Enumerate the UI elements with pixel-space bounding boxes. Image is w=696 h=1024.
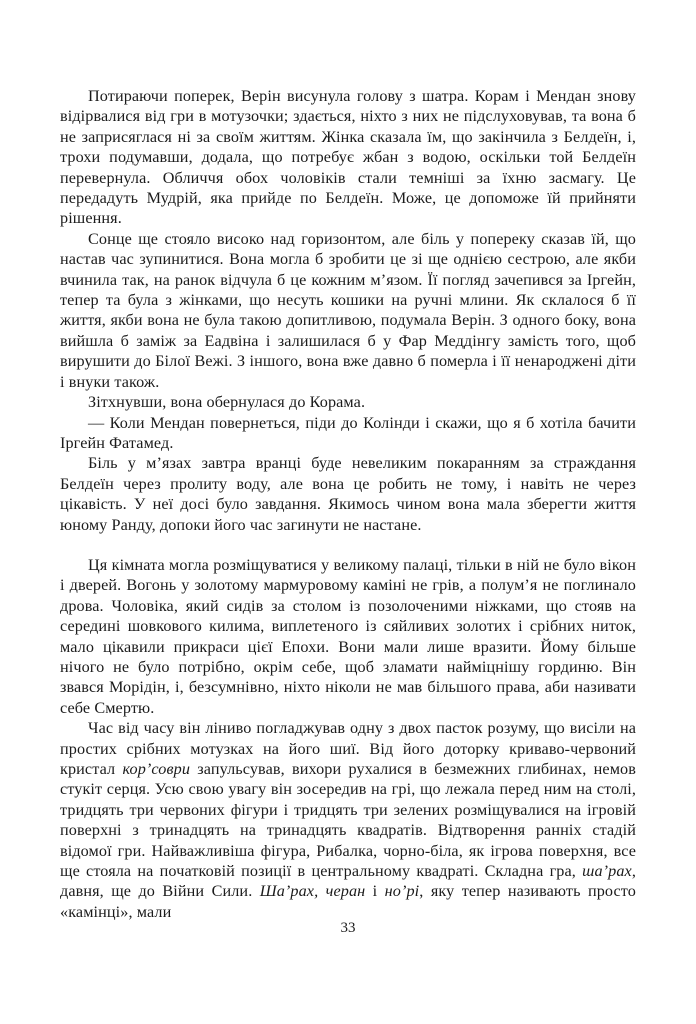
paragraph — [60, 392, 636, 412]
text-run: Час від часу він ліниво погладжував одну з двох пасток розуму, що висіли на простих срібних мотузках на його шиї. Від його доторку криваво-червоний кристал — [60, 719, 636, 778]
paragraph — [60, 86, 636, 229]
text-run: , яку тепер називають просто «камінці», мали — [60, 882, 636, 921]
paragraph — [60, 555, 636, 718]
text-run: , давня, ще до Війни Сили. — [60, 862, 636, 901]
text-run: Потираючи поперек, Верін висунула голову з шатра. Корам і Мендан знову відірвалися від гри в мотузочки; здається, ніхто з них не підслуховував, та вона б не заприсяглася ні за своїм життям. Жінка сказала їм, що закінчила з Белдеїн, і, трохи подумавши, додала, що потребує жбан з водою, оскільки той Белдеїн перевернула. Обличчя обох чоловіків стали темніші за їхню засмагу. Це передадуть Мудрій, яка прийде по Белдеїн. Може, це допоможе їй прийняти рішення. — [60, 87, 636, 228]
page-number: 33 — [340, 920, 356, 936]
text-run: — Коли Мендан повернеться, піди до Колінди і скажи, що я б хотіла бачити Іргейн Фатамед. — [60, 413, 636, 452]
text-run: і — [365, 882, 385, 901]
paragraph — [60, 453, 636, 535]
paragraph — [60, 229, 636, 392]
text-block — [60, 86, 636, 922]
italic-text-run: кор’соври — [122, 760, 191, 778]
text-run: Біль у м’язах завтра вранці буде невеликим покаранням за страждання Белдеїн через пролиту воду, але вона це робить не тому, і навіть не через цікавість. У неї досі було завдання. Якимось чином вона мала зберегти життя юному Ранду, допоки його час загинути не настане. — [60, 454, 636, 534]
paragraph — [60, 718, 636, 922]
italic-text-run: ша’рах — [582, 862, 632, 881]
text-run: Ця кімната могла розміщуватися у великому палаці, тільки в ній не було вікон і дверей. Вогонь у золотому мармуровому каміні не грів, а полум’я не поглинало дрова. Чоловіка, який сидів за столом із позолоченими ніжками, що стояв на середині шовкового килима, виплетеного із сяйливих золотих і срібних ниток, мало цікавили прикраси цієї Епохи. Вони мали лише вразити. Йому більше нічого не було потрібно, окрім себе, щоб зламати найміцнішу гординю. Він звався Морідін, і, безсумнівно, ніхто ніколи не мав більшого права, аби називати себе Смертю. — [60, 555, 636, 717]
text-run: запульсував, вихори рухалися в безмежних глибинах, немов стукіт серця. Усю свою увагу він зосередив на грі, що лежала перед ним на столі, тридцять три червоних фігури і тридцять три зелених розміщувалися на ігровій поверхні з тринадцять на тринадцять квадратів. Відтворення ранніх стадій відомої гри. Найважливіша фігура, Рибалка, чорно-біла, як ігрова поверхня, все ще стояла на початковій позиції в центральному квадраті. Складна гра, — [60, 760, 636, 881]
italic-text-run: Ша’рах, черан — [259, 882, 366, 901]
text-run: Зітхнувши, вона обернулася до Корама. — [88, 393, 366, 412]
paragraph — [60, 413, 636, 454]
italic-text-run: но’рі — [384, 882, 420, 901]
text-run: Сонце ще стояло високо над горизонтом, але біль у попереку сказав їй, що настав час зупинитися. Вона могла б зробити це зі ще однією сестрою, але якби вчинила так, на ранок відчула б це кожним м’язом. Її погляд зачепився за Іргейн, тепер та була з жінками, що несуть кошики на ручні млини. Як склалося б її життя, якби вона не була такою допитливою, подумала Верін. З одного боку, вона вийшла б заміж за Еадвіна і залишилася б у Фар Меддінгу замість того, щоб вирушити до Білої Вежі. З іншого, вона вже давно б померла і її ненароджені діти і внуки також. — [60, 229, 636, 391]
